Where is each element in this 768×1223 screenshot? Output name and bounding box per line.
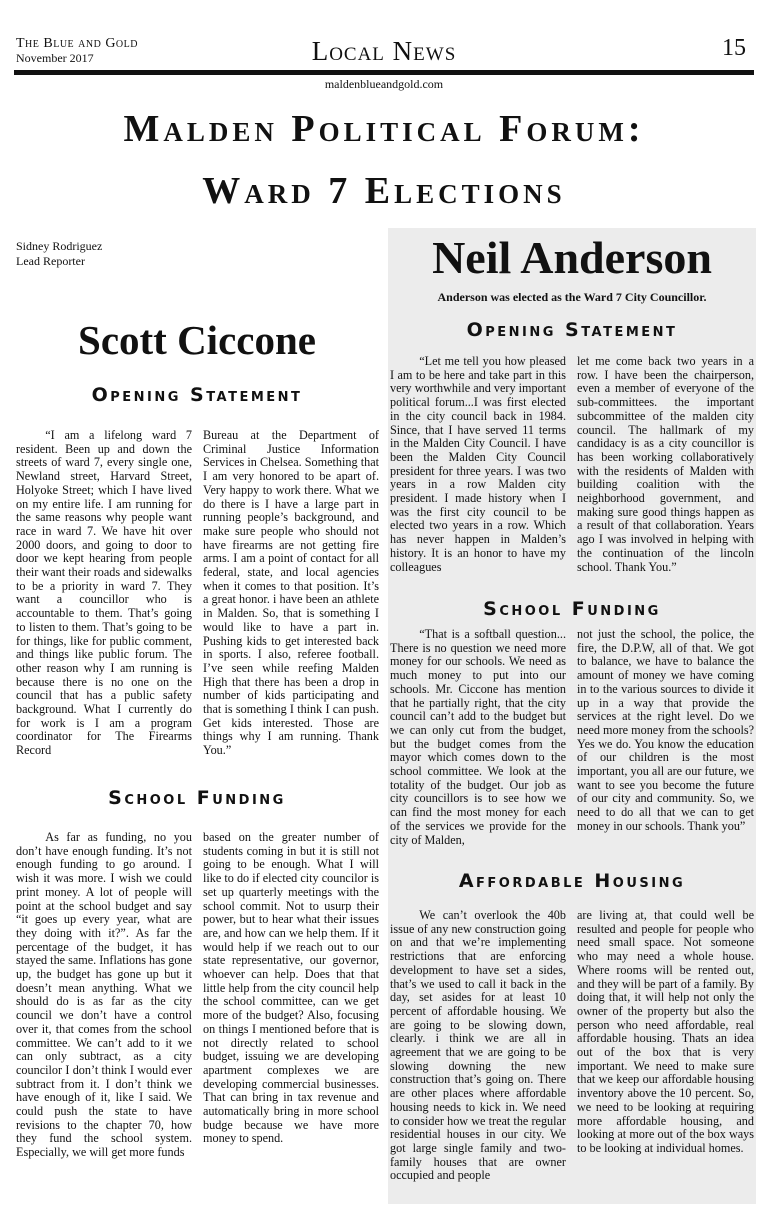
anderson-subtitle: Anderson was elected as the Ward 7 City Councillor. bbox=[437, 290, 707, 304]
ciccone-opening-col-1: “I am a lifelong ward 7 resident. Been up and down the streets of ward 7, every single one, Newland street, Harvard Street, Holyoke Street; which I have lived on my entire life. I am running for the same reasons why people want race in ward 7. We have hit over 2000 doors, and going to door to door we kept hearing from people their want their roads and sidewalks to be a priority in ward 7. They want a councillor who is accountable to them. That’s going to listen to them. That’s going to be for things, like for public comment, and things like public forum. The other reason why I am running is because there is no one on the council that has a public safety background. What I currently do for work is I am a program coordinator for The Firearms Record bbox=[16, 428, 192, 758]
anderson-funding-col-1: “That is a softball question... There is no question we need more money for our schools. We need as much money to put into our schools. Mr. Ciccone has mention that he partially right, that the city council can’t add to the budget but we can only cut from the budget, but the budget comes from the mayor which comes down to the school committee. We look at the totality of the budget. Our job as city councillors is to see how we can find the most money for each of the services we provide for the city of Malden, bbox=[390, 627, 566, 847]
anderson-funding-col-2: not just the school, the police, the fire, the D.P.W, all of that. We got to balance, we have to balance the amount of money we have coming in to the various sources to divide it up in a way that provide the services at the right level. Do we need more money from the schools? Yes we do. You know the education of our children is the most important, you all are our future, we want to see you become the future of our city and community. So, we need to do all that we can to get money in our schools. Thank you” bbox=[577, 627, 755, 833]
page-number: 15 bbox=[722, 35, 746, 61]
ciccone-funding-col-1: As far as funding, no you don’t have enough funding. It’s not enough funding to go around. I wish it was more. I wish we could print money. A lot of people will point at the school budget and say “it goes up every year, what are they doing with it?”. As far the percentage of the budget, it has stayed the same. Inflations has gone up, the budget has gone up but it doesn’t mean anything. What we should do is as far as the city council we don’t have a control over it, that comes from the school committee. We can’t add to it we can only subtract, as a city councilor I don’t think I would ever subtract from it. I don’t think we have enough of it, like I said. We could push the state to have revisions to the chapter 70, how they fund the school system. Especially, we will get more funds bbox=[16, 830, 192, 1160]
website-link[interactable]: maldenblueandgold.com bbox=[324, 77, 444, 91]
anderson-opening-col-1: “Let me tell you how pleased I am to be here and take part in this very worthwhile and very important political forum...I was first elected in the city council back in 1984. Since, that I have served 11 terms in the Malden City Council. I have been the Malden City Council president for three years. I was two years in a row Malden city president. I made history when I was the first city council to be elected two years in a row. Which has never happen in Malden’s history. It is an honor to have my colleagues bbox=[390, 354, 566, 574]
headline-line-2: Ward 7 Elections bbox=[202, 170, 566, 212]
candidate-name-anderson: Neil Anderson bbox=[432, 232, 712, 283]
anderson-housing-heading: Affordable Housing bbox=[458, 870, 686, 892]
anderson-funding-heading: School Funding bbox=[483, 598, 661, 620]
anderson-housing-col-2: are living at, that could well be resulted and people for people who need small space. Not someone who may need a whole house. Where rooms will be rented out, and they will be part of a family. By doing that, it will help not only the owner of the property but also the person who need affordable, real affordable housing. Thats an idea out of the box that is very important. We need to make sure that we keep our affordable housing inventory above the 10 percent. So, we need to be looking at requiring more affordable housing, and looking at more out of the box ways to be looking at individual homes. bbox=[577, 908, 754, 1155]
ciccone-opening-heading: Opening Statement bbox=[91, 384, 303, 406]
issue-date: November 2017 bbox=[16, 51, 94, 65]
byline-role: Lead Reporter bbox=[16, 254, 85, 268]
anderson-housing-col-1: We can’t overlook the 40b issue of any new construction going on and that we’re implementing restrictions that are enforcing development to have set a sides, that’s we used to call it back in the day, set asides for at least 10 percent of affordable housing. We are going to be slowing down, clearly. i think we are all in agreement that we are going to be slowing downing the new construction that’s going on. There are other places where affordable housing needs to kick in. We need to consider how we treat the regular residential houses in our city. We got large single family and two-family houses that are owner occupied and people bbox=[390, 908, 566, 1183]
byline-author: Sidney Rodriguez bbox=[16, 239, 103, 253]
candidate-name-ciccone: Scott Ciccone bbox=[78, 317, 316, 363]
ciccone-funding-col-2: based on the greater number of students coming in but it is still not going to be enough. What I will like to do if elected city councilor is set up quarterly meetings with the school commit. Not to usurp their power, but to hear what their issues are, and how can we help them. If it would help if we reach out to our state representative, our governor, whoever can help. Does that that little help from the city council help the school committee, can we get more of the budget? Also, focusing on things I mentioned before that is not directly related to school budget, issuing we are developing apartment complexes we are developing commercial businesses. That can bring in tax revenue and automatically bring in more school budge because we have more money to spend. bbox=[203, 830, 379, 1146]
anderson-opening-heading: Opening Statement bbox=[466, 319, 678, 341]
masthead-rule bbox=[14, 70, 754, 75]
headline-line-1: Malden Political Forum: bbox=[123, 108, 645, 150]
publication-name: The Blue and Gold bbox=[16, 36, 138, 51]
anderson-opening-col-2: let me come back two years in a row. I have been the chairperson, even a member of everyone of the sub-committees. the important subcommittee of the malden city council. The hallmark of my candidacy is as a city councillor is has been working collaboratively with the residents of Malden with building coalition with the neighborhood government, and making sure good things happen as a result of that collaboration. Years ago I was involved in helping with the continuation of the lincoln school. Thank You.” bbox=[577, 354, 754, 574]
section-title: Local News bbox=[311, 36, 457, 66]
ciccone-funding-heading: School Funding bbox=[108, 787, 286, 809]
ciccone-opening-col-2: Bureau at the Department of Criminal Justice Information Services in Chelsea. Something that I am very honored to be apart of. Very happy to work there. What we do there is I have a large part in running people’s background, and make sure people who should not have firearms are not getting fire arms. I am a point of contact for all federal, state, and local agencies when it comes to that position. It’s a great honor. i have been an athlete in Malden. So, that is something I would like to have a part in. Pushing kids to get interested back in sports. I also, referee football. I’ve seen while reefing Malden High that there has been a drop in number of kids participating and that is something I think I can push. Get kids interested. Those are things why I am running. Thank You.” bbox=[203, 428, 379, 758]
